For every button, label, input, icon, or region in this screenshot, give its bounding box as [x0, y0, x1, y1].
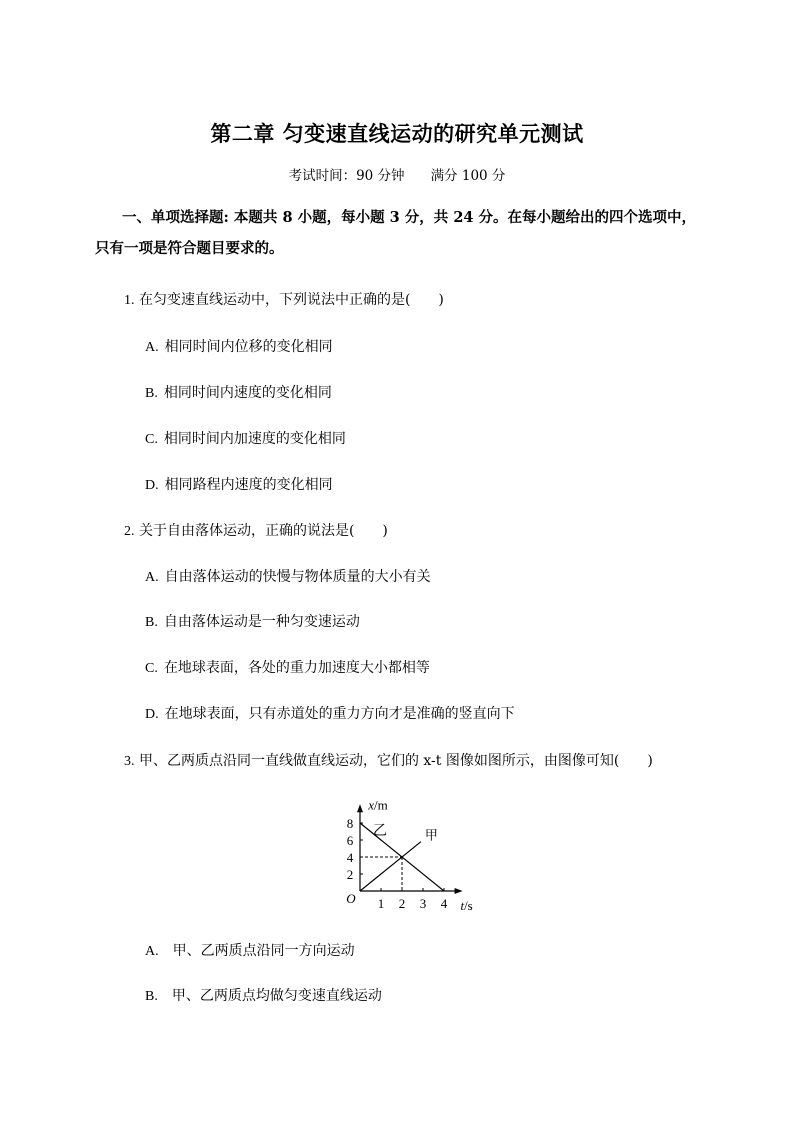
series-label-yi: 乙 — [373, 824, 387, 839]
question-1-option-b: B. 相同时间内速度的变化相同 — [145, 385, 332, 401]
question-2-option-b: B. 自由落体运动是一种匀变速运动 — [145, 614, 360, 630]
question-1-option-c: C. 相同时间内加速度的变化相同 — [145, 431, 346, 447]
question-stem: 关于自由落体运动，正确的说法是( ) — [138, 523, 388, 539]
section-heading-single-choice: 一、单项选择题: 本题共 8 小题，每小题 3 分，共 24 分。在每小题给出的四个选项中，只有一项是符合题目要求的。 — [95, 209, 697, 257]
y-axis-arrow — [357, 804, 363, 812]
x-axis-arrow — [455, 888, 463, 894]
origin-label: O — [346, 891, 356, 906]
question-stem: 在匀变速直线运动中，下列说法中正确的是( ) — [138, 292, 444, 308]
x-tick-label-1: 1 — [377, 896, 385, 911]
question-1 — [124, 289, 444, 309]
question-1-option-a: A. 相同时间内位移的变化相同 — [145, 339, 333, 355]
x-axis-label: t/s — [460, 898, 473, 913]
question-stem: 甲、乙两质点沿同一直线做直线运动，它们的 x-t 图像如图所示，由图像可知( ) — [138, 753, 653, 769]
question-number: 2. — [124, 524, 135, 539]
x-tick-label-4: 4 — [440, 896, 448, 911]
page-title: 第二章 匀变速直线运动的研究单元测试 — [210, 121, 584, 146]
y-axis-label: x/m — [368, 797, 388, 813]
x-tick-label-3: 3 — [419, 896, 427, 911]
series-line-1 — [360, 842, 421, 891]
question-3 — [124, 750, 653, 770]
question-2-option-a: A. 自由落体运动的快慢与物体质量的大小有关 — [145, 569, 431, 585]
question-number: 1. — [124, 293, 135, 308]
x-tick-label-2: 2 — [398, 896, 406, 911]
exam-info — [0, 164, 794, 184]
question-3-option-b: B. 甲、乙两质点均做匀变速直线运动 — [145, 988, 382, 1004]
question-2-option-d: D. 在地球表面，只有赤道处的重力方向才是准确的竖直向下 — [145, 706, 515, 722]
question-2 — [124, 520, 388, 540]
question-3-option-a: A. 甲、乙两质点沿同一方向运动 — [145, 943, 355, 959]
y-tick-label-4: 4 — [346, 850, 354, 865]
exam-full-score: 满分 100 分 — [430, 168, 506, 184]
question-number: 3. — [124, 754, 135, 769]
y-tick-label-6: 6 — [346, 833, 354, 848]
y-tick-label-2: 2 — [346, 867, 354, 882]
question-2-option-c: C. 在地球表面，各处的重力加速度大小都相等 — [145, 660, 430, 676]
x-t-graph — [336, 787, 486, 915]
series-label-jia: 甲 — [424, 827, 438, 843]
exam-time: 考试时间：90 分钟 — [288, 168, 405, 184]
y-tick-label-8: 8 — [346, 816, 354, 831]
question-1-option-d: D. 相同路程内速度的变化相同 — [145, 477, 333, 493]
